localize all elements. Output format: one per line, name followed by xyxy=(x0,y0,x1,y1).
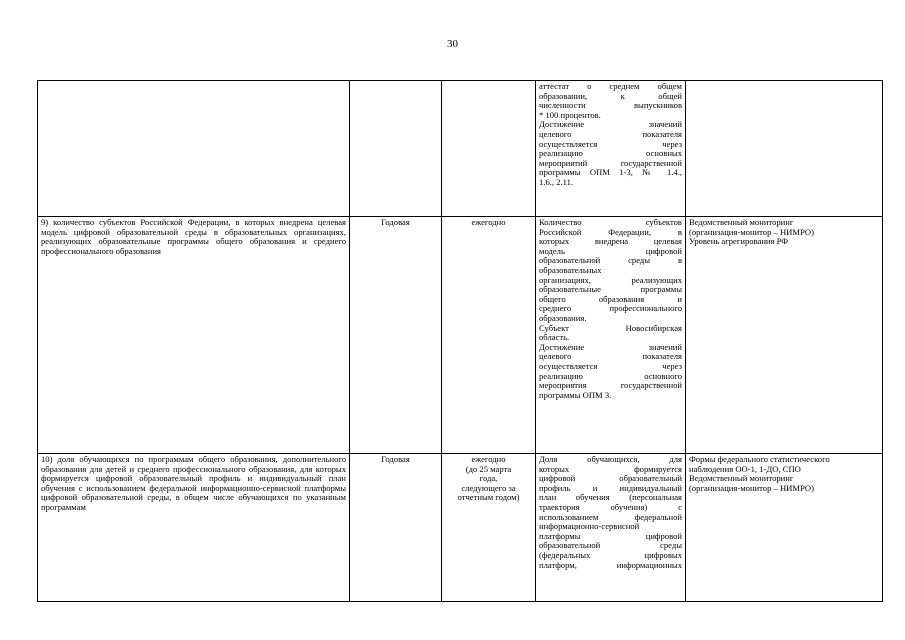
method-line: образовании, к общей xyxy=(539,90,682,101)
method-line: которых формируется xyxy=(539,463,682,474)
timing-cell: ежегодно xyxy=(442,217,536,454)
table-row xyxy=(38,454,883,602)
method-line: Субъект Новосибирская xyxy=(539,322,682,333)
method-cell xyxy=(536,81,686,217)
timing-line: (до 25 марта xyxy=(465,463,512,474)
method-line: область. xyxy=(539,332,570,343)
timing-line: года, xyxy=(479,473,498,484)
source-line: Формы федерального статистического xyxy=(689,454,830,464)
method-line: Достижение значений xyxy=(539,119,682,130)
method-line: план обучения (персональная xyxy=(539,492,682,503)
indicator-cell xyxy=(38,81,350,217)
method-line: аттестат о среднем общем xyxy=(539,81,682,91)
source-line: Ведомственный мониторинг xyxy=(689,217,794,227)
method-line: мероприятий государственной xyxy=(539,157,682,168)
method-line: профиль и индивидуальный xyxy=(539,482,682,493)
indicator-cell: 9) количество субъектов Российской Федерации, в которых внедрена целевая модель цифровой образовательной среды в образовательных организациях, реализующих образовательные программы общего образования и среднего профессионального образования xyxy=(38,217,350,454)
method-line: которых внедрена целевая xyxy=(539,236,682,247)
method-line: программы ОПМ 3. xyxy=(539,389,612,400)
source-line: (организация-монитор – НИМРО) xyxy=(689,226,814,237)
source-line: Уровень агрегирования РФ xyxy=(689,236,789,247)
method-line: цифровой образовательный xyxy=(539,473,682,484)
method-line: образовательной среды в xyxy=(539,255,682,266)
method-line: Количество субъектов xyxy=(539,217,682,227)
method-line: * 100 процентов. xyxy=(539,109,601,120)
method-line: образовательных xyxy=(539,264,602,275)
method-line: реализацию основных xyxy=(539,148,682,159)
method-line: организациях, реализующих xyxy=(539,274,682,285)
method-line: траектория обучения) с xyxy=(539,501,682,512)
method-line: реализацию основного xyxy=(539,370,682,381)
method-cell xyxy=(536,217,686,454)
method-line: общего образования и xyxy=(539,293,682,304)
method-line: среднего профессионального xyxy=(539,303,682,314)
indicator-table xyxy=(37,80,883,602)
method-line: численности выпускников xyxy=(539,100,682,111)
method-line: образовательной среды xyxy=(539,540,682,551)
method-line: 1.6., 2.11. xyxy=(539,176,574,187)
method-line: целевого показателя xyxy=(539,351,682,362)
source-cell xyxy=(686,217,883,454)
method-line: Достижение значений xyxy=(539,341,682,352)
source-line: (организация-монитор – НИМРО) xyxy=(689,482,814,493)
source-line: Ведомственный мониторинг xyxy=(689,473,794,484)
method-line: образования. xyxy=(539,312,587,323)
method-line: Доля обучающихся, для xyxy=(539,454,682,464)
periodicity-cell: Годовая xyxy=(350,217,442,454)
source-cell xyxy=(686,81,883,217)
method-cell xyxy=(536,454,686,602)
method-line: осуществляется через xyxy=(539,138,682,149)
table-row xyxy=(38,81,883,217)
method-line: Российской Федерации, в xyxy=(539,226,682,237)
method-line: осуществляется через xyxy=(539,360,682,371)
timing-line: отчетным годом) xyxy=(457,492,520,503)
method-line: платформы цифровой xyxy=(539,530,682,541)
method-line: модель цифровой xyxy=(539,245,682,256)
method-line: целевого показателя xyxy=(539,128,682,139)
method-line: программы ОПМ 1-3, № 1.4., xyxy=(539,167,682,178)
indicator-cell: 10) доля обучающихся по программам общего образования, дополнительного образования для детей и среднего профессионального образования, для которых формируется цифровой образовательный профиль и индивидуальный план обучения с использованием федеральной информационно-сервисной платформы цифровой образовательной среды, в общем числе обучающихся по указанным программам xyxy=(38,454,350,602)
method-line: использованием федеральной xyxy=(539,511,682,522)
periodicity-cell: Годовая xyxy=(350,454,442,602)
page-number: 30 xyxy=(447,38,458,50)
timing-line: ежегодно xyxy=(471,454,506,464)
method-line: платформ, информационных xyxy=(539,559,682,570)
table-row xyxy=(38,217,883,454)
timing-cell xyxy=(442,81,536,217)
method-line: образовательные программы xyxy=(539,284,682,295)
source-line: наблюдения ОО-1, 1-ДО, СПО xyxy=(689,463,801,474)
periodicity-cell xyxy=(350,81,442,217)
timing-cell xyxy=(442,454,536,602)
method-line: (федеральных цифровых xyxy=(539,549,682,560)
timing-line: следующего за xyxy=(461,482,516,493)
method-line: информационно-сервисной xyxy=(539,521,640,532)
source-cell xyxy=(686,454,883,602)
method-line: мероприятия государственной xyxy=(539,380,682,391)
